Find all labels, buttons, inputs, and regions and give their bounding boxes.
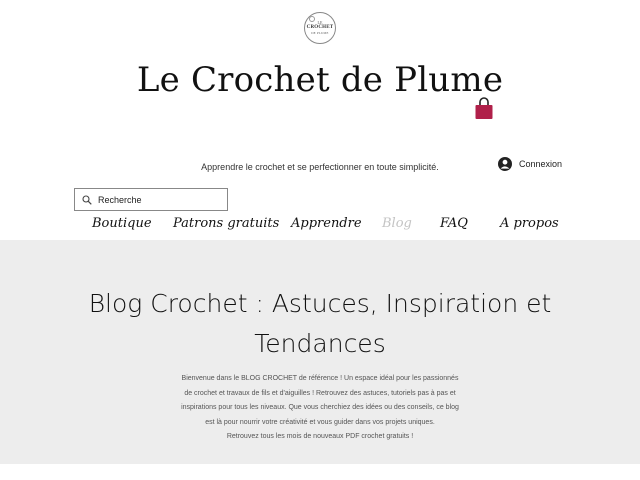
hero-title-line-1: Blog Crochet : Astuces, Inspiration et — [88, 289, 552, 318]
hero-intro-text — [150, 372, 490, 445]
hero-text-line: de crochet et travaux de fils et d'aiguilles ! Retrouvez des astuces, tutoriels pas à pas et — [184, 389, 456, 397]
hero-text-line: Retrouvez tous les mois de nouveaux PDF crochet gratuits ! — [226, 433, 414, 440]
tagline: Apprendre le crochet et se perfectionner en toute simplicité. — [201, 162, 439, 172]
hero-text-line: Bienvenue dans le BLOG CROCHET de référence ! Un espace idéal pour les passionnés — [181, 375, 459, 382]
nav-item-apprendre[interactable]: Apprendre — [291, 216, 362, 231]
nav-item-a-propos[interactable]: A propos — [500, 216, 559, 231]
site-title[interactable]: Le Crochet de Plume — [136, 60, 504, 100]
brand-logo[interactable] — [304, 12, 336, 44]
nav-item-patrons-gratuits[interactable]: Patrons gratuits — [173, 216, 280, 231]
hero-title-line-2: Tendances — [254, 329, 386, 358]
logo-line-2: CROCHET — [306, 25, 334, 30]
hero-text-line: est là pour nourrir votre créativité et vous guider dans vos projets uniques. — [205, 418, 435, 426]
nav-item-faq[interactable]: FAQ — [440, 216, 468, 231]
search-box[interactable] — [74, 188, 228, 211]
nav-item-boutique[interactable]: Boutique — [92, 216, 152, 231]
hero-text-line: inspirations pour tous les niveaux. Que vous cherchiez des idées ou des conseils, ce blog — [181, 404, 459, 411]
logo-line-3: DE PLUME — [311, 31, 329, 35]
hero-title — [60, 284, 580, 364]
logo-line-1: LE — [317, 20, 323, 25]
user-avatar-icon — [498, 157, 512, 171]
search-input[interactable] — [98, 195, 218, 205]
nav-item-blog[interactable]: Blog — [382, 216, 412, 231]
main-nav — [0, 216, 640, 236]
login-button[interactable] — [498, 156, 562, 172]
blog-hero-section — [0, 240, 640, 464]
search-icon — [82, 195, 92, 205]
login-label: Connexion — [519, 159, 563, 169]
shopping-bag-icon[interactable] — [474, 96, 494, 120]
yarn-ball-icon — [309, 16, 315, 22]
